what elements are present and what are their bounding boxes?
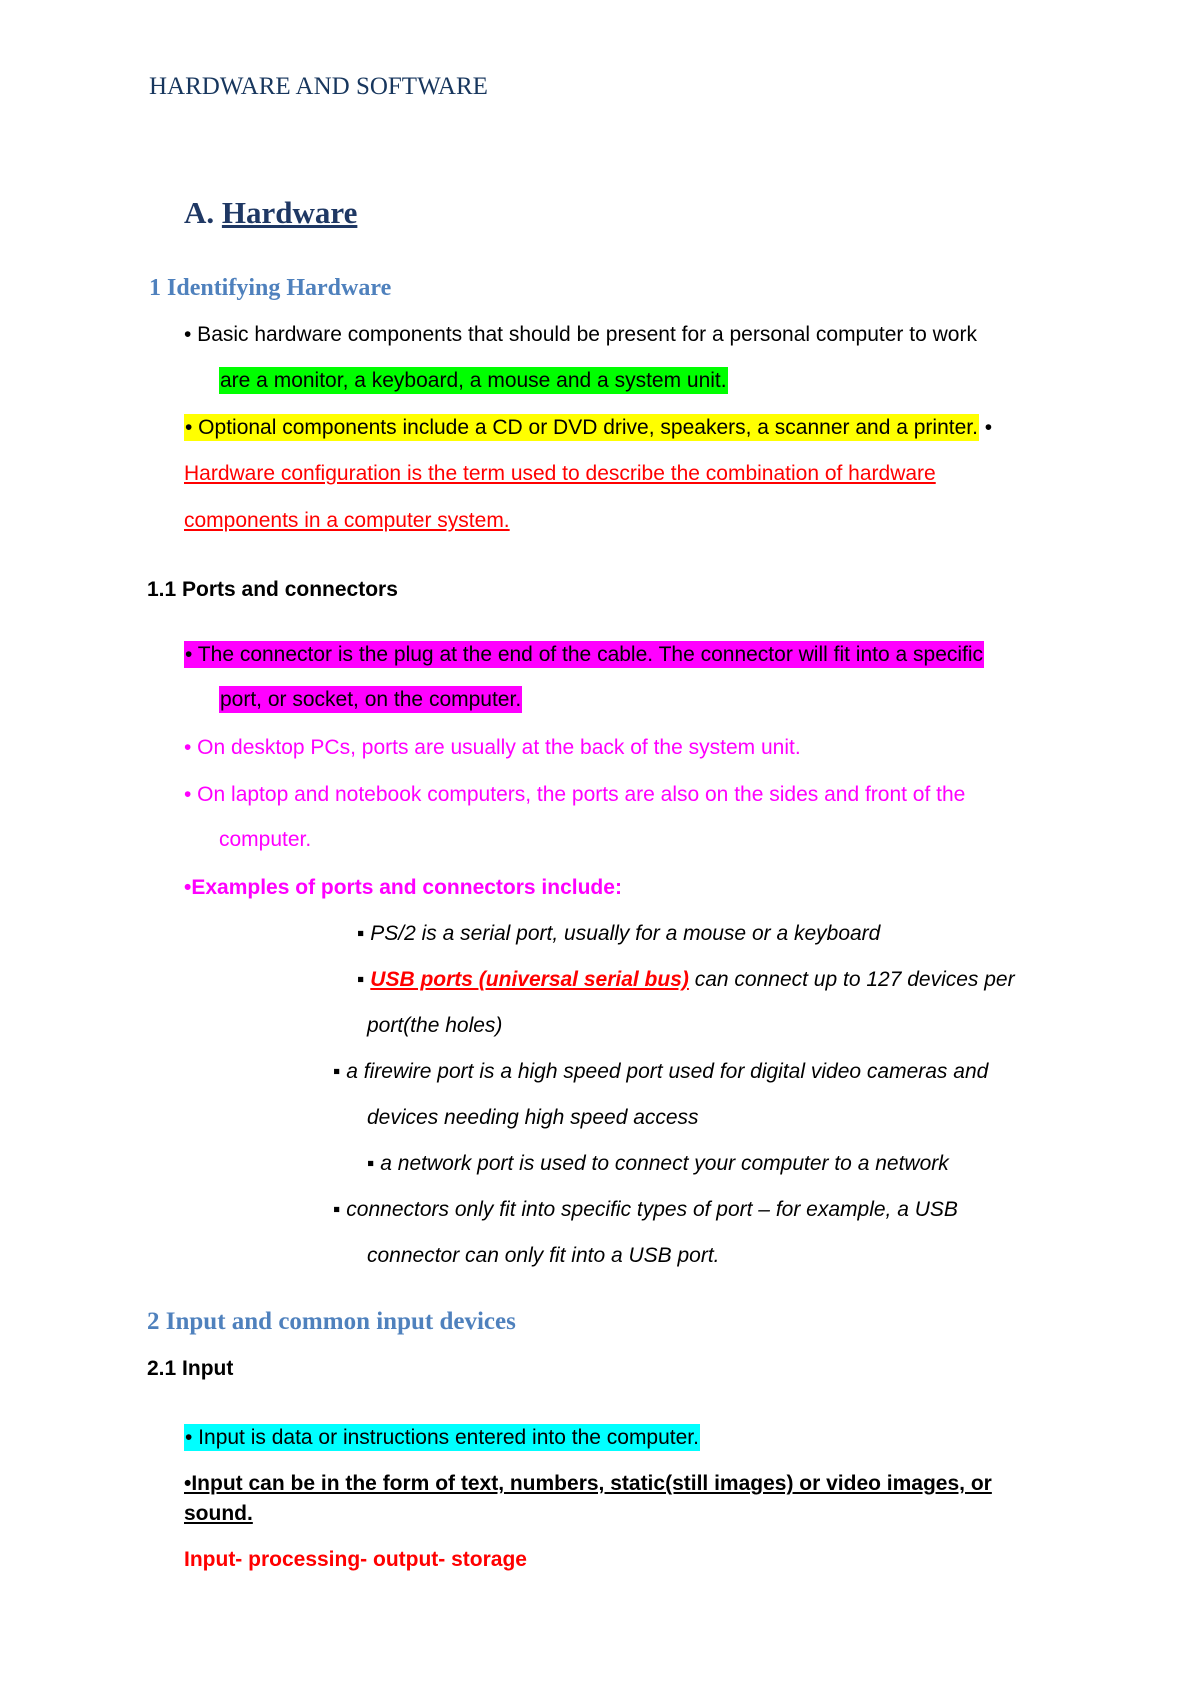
running-title: HARDWARE AND SOFTWARE <box>149 73 488 100</box>
network-port-item: ▪ a network port is used to connect your computer to a network <box>367 1152 949 1175</box>
laptop-ports-line1: • On laptop and notebook computers, the ports are also on the sides and front of the <box>184 783 966 806</box>
input-definition-highlight: • Input is data or instructions entered into the computer. <box>185 1426 699 1449</box>
section-a-heading <box>184 194 357 232</box>
heading-identifying-hardware: 1 Identifying Hardware <box>149 275 392 301</box>
usb-port-item-line2: port(the holes) <box>367 1014 503 1037</box>
input-forms-line1: •Input can be in the form of text, numbers, static(still images) or video images, or <box>184 1472 992 1495</box>
heading-ports-and-connectors: 1.1 Ports and connectors <box>147 578 398 601</box>
hardware-configuration-line1: Hardware configuration is the term used to describe the combination of hardware <box>184 462 936 485</box>
optional-components-highlight: • Optional components include a CD or DVD drive, speakers, a scanner and a printer. <box>185 416 978 439</box>
desktop-ports-text: • On desktop PCs, ports are usually at the back of the system unit. <box>184 736 801 759</box>
connector-definition-line2 <box>219 686 522 714</box>
input-forms-line2: sound. <box>184 1502 253 1525</box>
basic-components-line2 <box>219 367 728 395</box>
hardware-configuration-line2: components in a computer system. <box>184 509 510 532</box>
section-a-title: Hardware <box>221 195 358 230</box>
basic-components-line1: • Basic hardware components that should be present for a personal computer to work <box>184 323 977 346</box>
bullet-marker: • <box>984 416 993 439</box>
usb-bullet: ▪ <box>357 968 365 991</box>
optional-components-line <box>184 414 992 442</box>
laptop-ports-line2: computer. <box>219 828 312 851</box>
examples-heading: •Examples of ports and connectors include: <box>184 876 622 899</box>
firewire-port-line1: ▪ a firewire port is a high speed port used for digital video cameras and <box>333 1060 989 1083</box>
heading-input-devices: 2 Input and common input devices <box>147 1308 516 1335</box>
heading-input: 2.1 Input <box>147 1357 234 1380</box>
ps2-port-item: ▪ PS/2 is a serial port, usually for a mouse or a keyboard <box>357 922 881 945</box>
connectors-note-line2: connector can only fit into a USB port. <box>367 1244 720 1267</box>
usb-ports-description: can connect up to 127 devices per <box>688 968 1015 991</box>
connector-definition-highlight1: • The connector is the plug at the end of the cable. The connector will fit into a specific <box>185 643 984 666</box>
usb-port-item <box>357 966 1015 994</box>
connectors-note-line1: ▪ connectors only fit into specific types of port – for example, a USB <box>333 1198 958 1221</box>
usb-ports-link[interactable]: USB ports (universal serial bus) <box>370 968 689 991</box>
basic-components-highlight: are a monitor, a keyboard, a mouse and a system unit. <box>220 369 727 392</box>
input-definition-line <box>184 1424 700 1452</box>
connector-definition-highlight2: port, or socket, on the computer. <box>220 688 522 711</box>
connector-definition-line1 <box>184 641 984 669</box>
firewire-port-line2: devices needing high speed access <box>367 1106 699 1129</box>
section-a-prefix: A. <box>184 195 215 230</box>
input-cycle-text: Input- processing- output- storage <box>184 1548 527 1571</box>
